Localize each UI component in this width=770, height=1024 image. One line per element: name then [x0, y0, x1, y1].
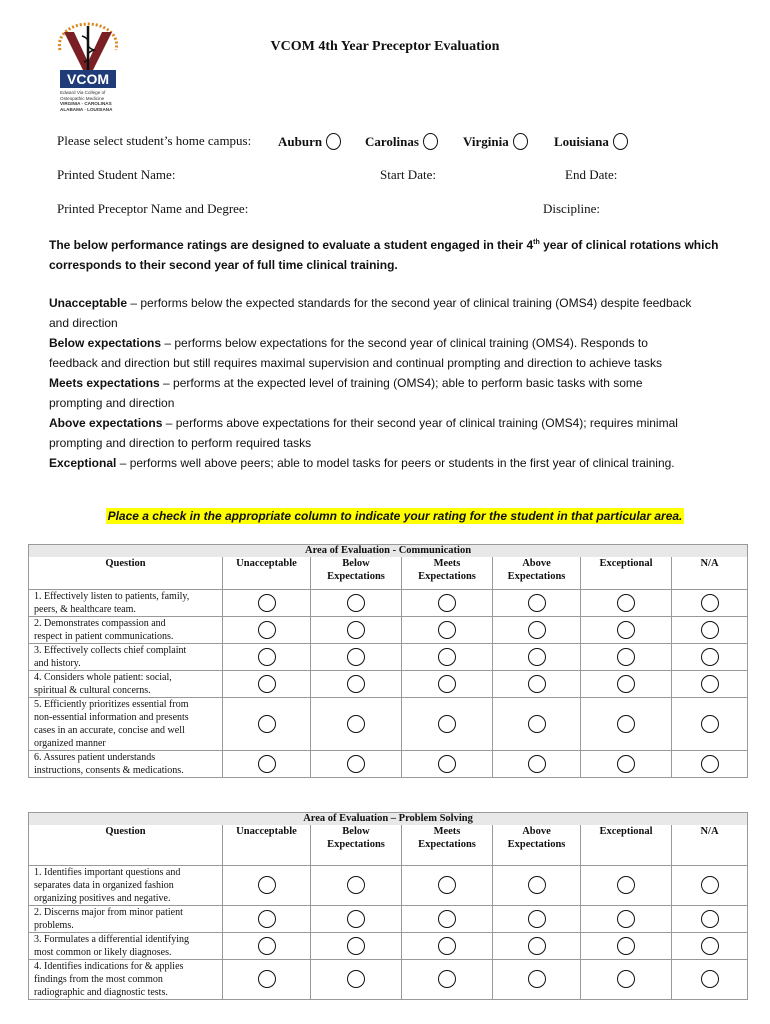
question-row — [29, 697, 748, 750]
rating-radio-unacceptable[interactable] — [258, 715, 276, 733]
question-line: most common or likely diagnoses. — [34, 946, 172, 958]
question-line: 4. Identifies indications for & applies — [34, 960, 184, 972]
rating-cell-na — [672, 589, 748, 616]
rating-cell-meets — [402, 643, 493, 670]
question-line: separates data in organized fashion — [34, 879, 174, 891]
question-line: organizing positives and negative. — [34, 892, 171, 904]
rating-radio-below[interactable] — [347, 755, 365, 773]
col-below: Below Expectations — [311, 557, 402, 589]
question-text — [29, 589, 223, 616]
definition-exceptional: Exceptional – performs well above peers; able to model tasks for peers or students in the first year of clinical training. — [49, 456, 675, 470]
question-line: and history. — [34, 657, 81, 669]
rating-cell-exceptional — [581, 959, 672, 999]
question-line: 3. Formulates a differential identifying — [34, 933, 190, 945]
vcom-logo — [52, 22, 124, 122]
rating-cell-above — [493, 750, 581, 777]
rating-cell-above — [493, 959, 581, 999]
rating-radio-na[interactable] — [701, 715, 719, 733]
rating-cell-meets — [402, 905, 493, 932]
col-above: Above Expectations — [493, 825, 581, 865]
rating-cell-exceptional — [581, 616, 672, 643]
question-text — [29, 932, 223, 959]
rating-cell-meets — [402, 932, 493, 959]
rating-radio-meets[interactable] — [438, 621, 456, 639]
col-below: Below Expectations — [311, 825, 402, 865]
question-line: peers, & healthcare team. — [34, 603, 136, 615]
rating-cell-exceptional — [581, 865, 672, 905]
question-line: 2. Demonstrates compassion and — [34, 617, 166, 629]
rating-cell-exceptional — [581, 932, 672, 959]
rating-cell-above — [493, 697, 581, 750]
definition-above: Above expectations – performs above expectations for their second year of clinical training (OMS4); requires minimal — [49, 416, 678, 430]
rating-radio-exceptional[interactable] — [617, 594, 635, 612]
rating-cell-below — [311, 905, 402, 932]
rating-radio-exceptional[interactable] — [617, 648, 635, 666]
campus-row — [57, 133, 251, 149]
question-line: 2. Discerns major from minor patient — [34, 906, 183, 918]
question-text — [29, 643, 223, 670]
campus-option-carolinas[interactable]: Carolinas — [365, 133, 438, 150]
question-row — [29, 932, 748, 959]
rating-cell-unacceptable — [223, 589, 311, 616]
question-row — [29, 865, 748, 905]
question-line: problems. — [34, 919, 74, 931]
rating-radio-below[interactable] — [347, 876, 365, 894]
rating-cell-unacceptable — [223, 616, 311, 643]
student-name-label[interactable]: Printed Student Name: — [57, 167, 176, 182]
rating-radio-na[interactable] — [701, 755, 719, 773]
intro-paragraph: The below performance ratings are designed to evaluate a student engaged in their 4th year of clinical rotations which corresponds to their second year of full time clinical training. — [49, 238, 719, 272]
rating-radio-exceptional[interactable] — [617, 876, 635, 894]
rating-cell-above — [493, 589, 581, 616]
rating-radio-unacceptable[interactable] — [258, 876, 276, 894]
rating-radio-na[interactable] — [701, 876, 719, 894]
rating-cell-above — [493, 932, 581, 959]
rating-radio-below[interactable] — [347, 648, 365, 666]
rating-cell-exceptional — [581, 697, 672, 750]
rating-cell-above — [493, 616, 581, 643]
definition-unacceptable: Unacceptable – performs below the expected standards for the second year of clinical training (OMS4) despite feedback — [49, 296, 692, 310]
rating-cell-na — [672, 959, 748, 999]
question-row — [29, 905, 748, 932]
rating-radio-exceptional[interactable] — [617, 675, 635, 693]
rating-radio-na[interactable] — [701, 675, 719, 693]
rating-radio-below[interactable] — [347, 675, 365, 693]
rating-radio-na[interactable] — [701, 648, 719, 666]
rating-radio-exceptional[interactable] — [617, 937, 635, 955]
logo-tagline: Edward Via College of Osteopathic Medicine VIRGINIA · CAROLINAS ALABAMA · LOUISIANA — [60, 90, 113, 112]
question-line: 1. Effectively listen to patients, family, — [34, 590, 190, 602]
rating-radio-unacceptable[interactable] — [258, 910, 276, 928]
rating-definitions: Unacceptable – performs below the expected standards for the second year of clinical training (OMS4) despite feedback and direction Below expectations – performs below expectations for the second year of clinical training (OMS4). Responds to feedback and direction but still requires maximal supervision and continual prompting and direction to achieve tasks Meets expectations – performs at the expected level of training (OMS4); able to perform basic tasks with some prompting and direction Above expectations – performs above expectations for their second year of clinical training (OMS4); requires minimal prompting and direction to perform required tasks Exceptional – performs well above peers; able to model tasks for peers or students in the first year of clinical training. — [49, 293, 739, 473]
rating-radio-below[interactable] — [347, 715, 365, 733]
rating-radio-above[interactable] — [528, 970, 546, 988]
rating-cell-below — [311, 616, 402, 643]
rating-cell-na — [672, 643, 748, 670]
rating-radio-unacceptable[interactable] — [258, 675, 276, 693]
question-text — [29, 697, 223, 750]
campus-radio-virginia[interactable] — [513, 133, 528, 150]
rating-cell-meets — [402, 697, 493, 750]
rating-radio-exceptional[interactable] — [617, 715, 635, 733]
question-line: findings from the most common — [34, 973, 163, 985]
rating-cell-meets — [402, 959, 493, 999]
rating-radio-below[interactable] — [347, 910, 365, 928]
rating-cell-exceptional — [581, 589, 672, 616]
question-text — [29, 959, 223, 999]
rating-radio-na[interactable] — [701, 937, 719, 955]
rating-cell-exceptional — [581, 905, 672, 932]
rating-cell-unacceptable — [223, 697, 311, 750]
instruction-banner: Place a check in the appropriate column to indicate your rating for the student in that particular area. — [107, 509, 683, 523]
rating-cell-unacceptable — [223, 932, 311, 959]
rating-radio-meets[interactable] — [438, 755, 456, 773]
rating-cell-meets — [402, 589, 493, 616]
rating-cell-na — [672, 616, 748, 643]
campus-radio-louisiana[interactable] — [613, 133, 628, 150]
col-unacceptable: Unacceptable — [223, 825, 311, 865]
rating-cell-unacceptable — [223, 750, 311, 777]
rating-radio-na[interactable] — [701, 621, 719, 639]
col-unacceptable: Unacceptable — [223, 557, 311, 589]
col-meets: Meets Expectations — [402, 825, 493, 865]
col-exceptional: Exceptional — [581, 825, 672, 865]
rating-cell-below — [311, 670, 402, 697]
rating-cell-na — [672, 932, 748, 959]
rating-cell-below — [311, 932, 402, 959]
rating-radio-meets[interactable] — [438, 937, 456, 955]
question-line: cases in an accurate, concise and well — [34, 724, 185, 736]
question-text — [29, 616, 223, 643]
discipline-label[interactable]: Discipline: — [543, 201, 601, 216]
question-line: radiographic and diagnostic tests. — [34, 986, 168, 998]
rating-radio-above[interactable] — [528, 755, 546, 773]
rating-cell-unacceptable — [223, 670, 311, 697]
rating-cell-unacceptable — [223, 905, 311, 932]
rating-cell-exceptional — [581, 670, 672, 697]
rating-radio-above[interactable] — [528, 910, 546, 928]
rating-radio-exceptional[interactable] — [617, 910, 635, 928]
question-line: spiritual & cultural concerns. — [34, 684, 151, 696]
question-line: 1. Identifies important questions and — [34, 866, 181, 878]
rating-cell-exceptional — [581, 643, 672, 670]
question-line: 3. Effectively collects chief complaint — [34, 644, 187, 656]
rating-cell-above — [493, 643, 581, 670]
rating-radio-below[interactable] — [347, 937, 365, 955]
problem-solving-table — [28, 812, 748, 1000]
campus-radio-auburn[interactable] — [326, 133, 341, 150]
col-na: N/A — [672, 557, 748, 589]
rating-cell-above — [493, 670, 581, 697]
col-exceptional: Exceptional — [581, 557, 672, 589]
definition-below: Below expectations – performs below expectations for the second year of clinical training (OMS4). Responds to — [49, 336, 648, 350]
rating-radio-above[interactable] — [528, 594, 546, 612]
rating-radio-above[interactable] — [528, 648, 546, 666]
area-title: Area of Evaluation – Problem Solving — [29, 813, 748, 826]
end-date-label[interactable]: End Date: — [565, 167, 618, 182]
rating-radio-above[interactable] — [528, 876, 546, 894]
rating-cell-unacceptable — [223, 643, 311, 670]
rating-cell-below — [311, 750, 402, 777]
question-row — [29, 589, 748, 616]
rating-radio-unacceptable[interactable] — [258, 970, 276, 988]
question-row — [29, 959, 748, 999]
question-line: respect in patient communications. — [34, 630, 174, 642]
communication-rows — [29, 589, 748, 777]
campus-option-auburn[interactable]: Auburn — [278, 133, 341, 150]
campus-radio-carolinas[interactable] — [423, 133, 438, 150]
rating-radio-above[interactable] — [528, 937, 546, 955]
rating-radio-above[interactable] — [528, 715, 546, 733]
preceptor-name-label[interactable]: Printed Preceptor Name and Degree: — [57, 201, 249, 216]
col-above: Above Expectations — [493, 557, 581, 589]
rating-radio-below[interactable] — [347, 970, 365, 988]
document-title: VCOM 4th Year Preceptor Evaluation — [270, 39, 500, 54]
rating-radio-below[interactable] — [347, 621, 365, 639]
rating-cell-unacceptable — [223, 865, 311, 905]
rating-radio-na[interactable] — [701, 970, 719, 988]
rating-cell-meets — [402, 616, 493, 643]
rating-radio-unacceptable[interactable] — [258, 621, 276, 639]
svg-text:VCOM: VCOM — [67, 71, 109, 87]
rating-radio-meets[interactable] — [438, 715, 456, 733]
question-row — [29, 750, 748, 777]
rating-cell-na — [672, 905, 748, 932]
rating-radio-above[interactable] — [528, 621, 546, 639]
communication-table — [28, 544, 748, 778]
rating-radio-meets[interactable] — [438, 675, 456, 693]
rating-cell-na — [672, 697, 748, 750]
question-line: non-essential information and presents — [34, 711, 189, 723]
rating-cell-below — [311, 589, 402, 616]
col-na: N/A — [672, 825, 748, 865]
rating-radio-exceptional[interactable] — [617, 970, 635, 988]
rating-radio-exceptional[interactable] — [617, 755, 635, 773]
rating-cell-meets — [402, 750, 493, 777]
rating-cell-na — [672, 670, 748, 697]
rating-radio-exceptional[interactable] — [617, 621, 635, 639]
question-line: 6. Assures patient understands — [34, 751, 156, 763]
rating-radio-unacceptable[interactable] — [258, 594, 276, 612]
question-line: organized manner — [34, 737, 106, 749]
rating-radio-na[interactable] — [701, 594, 719, 612]
rating-radio-meets[interactable] — [438, 910, 456, 928]
rating-cell-na — [672, 865, 748, 905]
rating-cell-above — [493, 865, 581, 905]
rating-radio-meets[interactable] — [438, 876, 456, 894]
definition-meets: Meets expectations – performs at the expected level of training (OMS4); able to perform basic tasks with some — [49, 376, 643, 390]
rating-cell-below — [311, 959, 402, 999]
rating-radio-unacceptable[interactable] — [258, 648, 276, 666]
rating-radio-unacceptable[interactable] — [258, 755, 276, 773]
campus-option-virginia[interactable]: Virginia — [463, 133, 528, 150]
question-text — [29, 750, 223, 777]
question-line: 5. Efficiently prioritizes essential from — [34, 698, 189, 710]
rating-cell-unacceptable — [223, 959, 311, 999]
rating-cell-below — [311, 643, 402, 670]
question-text — [29, 670, 223, 697]
question-row — [29, 670, 748, 697]
area-title: Area of Evaluation - Communication — [29, 545, 748, 558]
rating-radio-below[interactable] — [347, 594, 365, 612]
question-text — [29, 865, 223, 905]
rating-radio-meets[interactable] — [438, 648, 456, 666]
rating-cell-na — [672, 750, 748, 777]
campus-option-louisiana[interactable]: Louisiana — [554, 133, 628, 150]
rating-cell-meets — [402, 865, 493, 905]
problem-solving-rows — [29, 865, 748, 999]
rating-radio-meets[interactable] — [438, 594, 456, 612]
start-date-label[interactable]: Start Date: — [380, 167, 436, 182]
rating-cell-meets — [402, 670, 493, 697]
col-question: Question — [29, 557, 223, 589]
rating-radio-above[interactable] — [528, 675, 546, 693]
campus-prompt: Please select student’s home campus: — [57, 133, 252, 148]
question-line: 4. Considers whole patient: social, — [34, 671, 172, 683]
rating-cell-below — [311, 865, 402, 905]
question-line: instructions, consents & medications. — [34, 764, 184, 776]
question-text — [29, 905, 223, 932]
question-row — [29, 616, 748, 643]
question-row — [29, 643, 748, 670]
rating-radio-na[interactable] — [701, 910, 719, 928]
rating-cell-below — [311, 697, 402, 750]
rating-cell-above — [493, 905, 581, 932]
rating-radio-unacceptable[interactable] — [258, 937, 276, 955]
col-question: Question — [29, 825, 223, 865]
rating-cell-exceptional — [581, 750, 672, 777]
col-meets: Meets Expectations — [402, 557, 493, 589]
rating-radio-meets[interactable] — [438, 970, 456, 988]
